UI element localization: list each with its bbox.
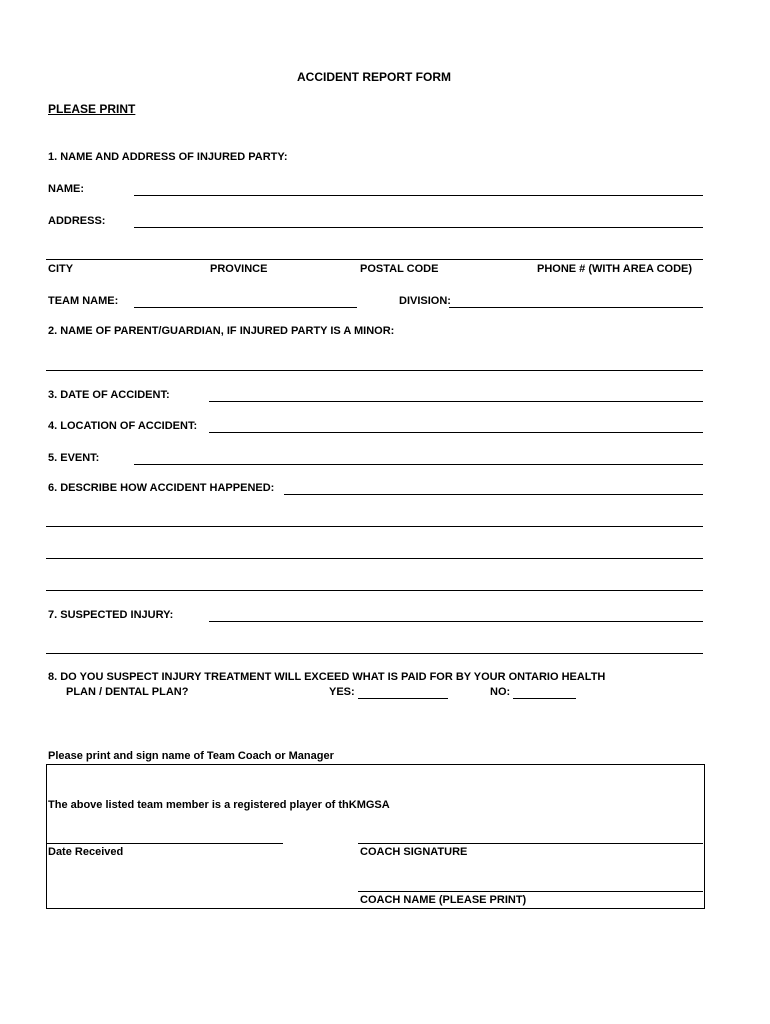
yes-label: YES: xyxy=(329,686,355,698)
coach-signature-label: COACH SIGNATURE xyxy=(360,846,468,858)
event-label: 5. EVENT: xyxy=(48,452,100,464)
team-name-label: TEAM NAME: xyxy=(48,295,119,307)
coach-name-field[interactable] xyxy=(358,891,703,892)
address-field[interactable] xyxy=(134,227,703,228)
date-of-accident-field[interactable] xyxy=(209,401,703,402)
section-8-question-line-2: PLAN / DENTAL PLAN? xyxy=(66,686,189,698)
name-field[interactable] xyxy=(134,195,703,196)
address-label: ADDRESS: xyxy=(48,215,106,227)
registered-player-statement: The above listed team member is a registered player of thKMGSA xyxy=(48,799,390,811)
division-field[interactable] xyxy=(449,307,703,308)
city-label: CITY xyxy=(48,263,74,275)
address-line-2-field[interactable] xyxy=(46,259,703,260)
section-1-heading: 1. NAME AND ADDRESS OF INJURED PARTY: xyxy=(48,151,288,163)
date-received-label: Date Received xyxy=(48,846,124,858)
team-name-field[interactable] xyxy=(134,307,357,308)
coach-box xyxy=(46,764,705,909)
location-of-accident-label: 4. LOCATION OF ACCIDENT: xyxy=(48,420,198,432)
suspected-injury-field[interactable] xyxy=(209,621,703,622)
form-title: ACCIDENT REPORT FORM xyxy=(297,70,451,84)
section-2-heading: 2. NAME OF PARENT/GUARDIAN, IF INJURED PARTY IS A MINOR: xyxy=(48,325,395,337)
phone-label: PHONE # (WITH AREA CODE) xyxy=(537,263,693,275)
describe-accident-label: 6. DESCRIBE HOW ACCIDENT HAPPENED: xyxy=(48,482,275,494)
coach-instruction: Please print and sign name of Team Coach or Manager xyxy=(48,750,334,762)
coach-name-label: COACH NAME (PLEASE PRINT) xyxy=(360,894,527,906)
postal-code-label: POSTAL CODE xyxy=(360,263,439,275)
parent-guardian-field[interactable] xyxy=(46,370,703,371)
please-print-heading: PLEASE PRINT xyxy=(48,102,136,116)
province-label: PROVINCE xyxy=(210,263,268,275)
suspected-injury-line-2[interactable] xyxy=(46,653,703,654)
describe-accident-field[interactable] xyxy=(284,494,703,495)
event-field[interactable] xyxy=(134,464,703,465)
coach-signature-field[interactable] xyxy=(358,843,703,844)
name-label: NAME: xyxy=(48,183,85,195)
section-8-question: 8. DO YOU SUSPECT INJURY TREATMENT WILL EXCEED WHAT IS PAID FOR BY YOUR ONTARIO HEALTH xyxy=(48,671,606,683)
yes-field[interactable] xyxy=(358,698,448,699)
date-received-field[interactable] xyxy=(47,843,283,844)
no-field[interactable] xyxy=(513,698,576,699)
location-of-accident-field[interactable] xyxy=(209,432,703,433)
suspected-injury-label: 7. SUSPECTED INJURY: xyxy=(48,609,174,621)
date-of-accident-label: 3. DATE OF ACCIDENT: xyxy=(48,389,170,401)
describe-accident-line-4[interactable] xyxy=(46,590,703,591)
division-label: DIVISION: xyxy=(399,295,451,307)
no-label: NO: xyxy=(490,686,511,698)
describe-accident-line-3[interactable] xyxy=(46,558,703,559)
describe-accident-line-2[interactable] xyxy=(46,526,703,527)
